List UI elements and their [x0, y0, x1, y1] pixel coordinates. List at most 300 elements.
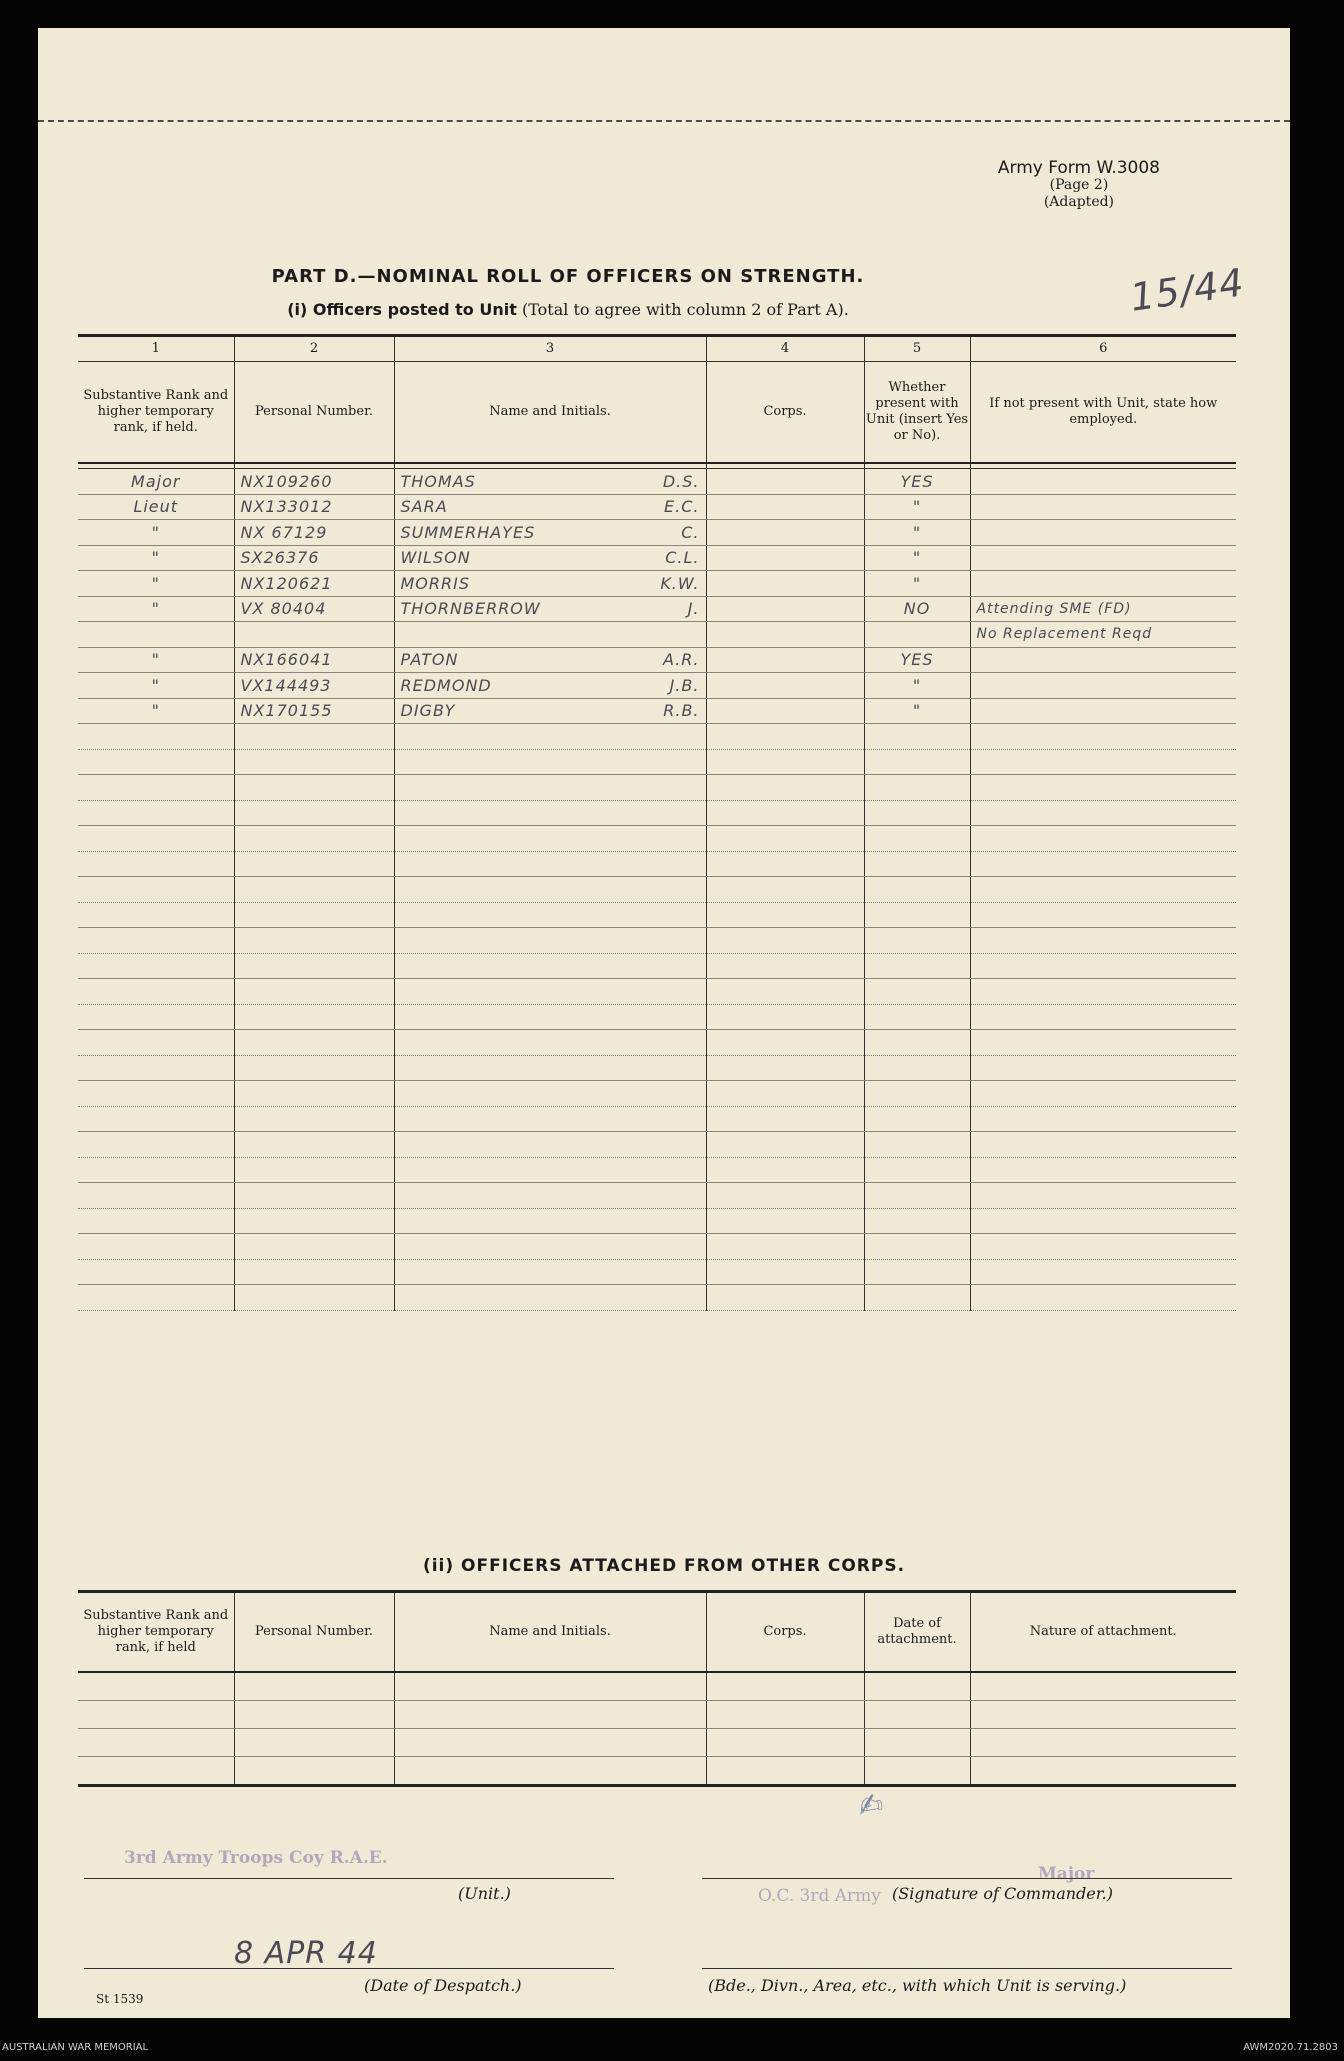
- table-row: [78, 902, 1236, 928]
- empty-cell: [78, 1081, 234, 1107]
- table-row: [78, 1183, 1236, 1209]
- commander-signature-mark: ✍: [855, 1785, 887, 1826]
- personal-number-cell: VX 80404: [234, 596, 394, 622]
- empty-cell: [706, 1030, 864, 1056]
- attached-header-date: Date of attachment.: [864, 1592, 970, 1673]
- col-number: 4: [706, 336, 864, 362]
- handwritten-ref: 15/44: [1127, 260, 1248, 320]
- empty-cell: [394, 1729, 706, 1757]
- empty-cell: [864, 1234, 970, 1260]
- empty-cell: [864, 1132, 970, 1158]
- empty-cell: [970, 928, 1236, 954]
- present-cell: ": [864, 698, 970, 724]
- employed-cell: [970, 647, 1236, 673]
- empty-cell: [234, 826, 394, 852]
- form-page: (Page 2): [1049, 177, 1109, 193]
- unit-label: (Unit.): [458, 1884, 511, 1903]
- present-cell: YES: [864, 469, 970, 495]
- present-cell: YES: [864, 647, 970, 673]
- empty-cell: [394, 851, 706, 877]
- header-present: Whether present with Unit (insert Yes or No).: [864, 362, 970, 464]
- empty-cell: [864, 1208, 970, 1234]
- empty-cell: [864, 1157, 970, 1183]
- empty-cell: [706, 1208, 864, 1234]
- table-row: [78, 545, 1236, 571]
- table-row: [78, 1157, 1236, 1183]
- present-cell: ": [864, 673, 970, 699]
- attached-row: [78, 1729, 1236, 1757]
- empty-cell: [864, 1729, 970, 1757]
- employed-cell: [970, 494, 1236, 520]
- empty-cell: [394, 1672, 706, 1701]
- col-number: 1: [78, 336, 234, 362]
- empty-cell: [864, 1106, 970, 1132]
- empty-cell: [394, 1081, 706, 1107]
- empty-cell: [234, 953, 394, 979]
- empty-cell: [970, 1157, 1236, 1183]
- empty-cell: [234, 902, 394, 928]
- empty-cell: [394, 800, 706, 826]
- name-cell: [394, 545, 706, 571]
- empty-cell: [234, 1701, 394, 1729]
- employed-cell: [970, 673, 1236, 699]
- present-cell: [864, 622, 970, 648]
- empty-cell: [394, 1757, 706, 1786]
- part-d-subtitle: [38, 300, 1098, 319]
- employed-cell: No Replacement Reqd: [970, 622, 1236, 648]
- empty-cell: [234, 1672, 394, 1701]
- empty-cell: [394, 953, 706, 979]
- attached-header-row: [78, 1592, 1236, 1673]
- empty-cell: [234, 749, 394, 775]
- corps-cell: [706, 520, 864, 546]
- commander-stamp-rank: Major: [1038, 1864, 1095, 1884]
- name-cell: [394, 622, 706, 648]
- printer-code: St 1539: [96, 1992, 144, 2006]
- empty-cell: [970, 979, 1236, 1005]
- table-row: [78, 800, 1236, 826]
- name-cell: [394, 520, 706, 546]
- unit-stamp: 3rd Army Troops Coy R.A.E.: [124, 1848, 388, 1868]
- attached-row: [78, 1672, 1236, 1701]
- employed-cell: Attending SME (FD): [970, 596, 1236, 622]
- empty-cell: [78, 1285, 234, 1311]
- empty-cell: [706, 1132, 864, 1158]
- personal-number-cell: NX109260: [234, 469, 394, 495]
- empty-cell: [78, 1757, 234, 1786]
- empty-cell: [78, 800, 234, 826]
- header-employed: If not present with Unit, state how employed.: [970, 362, 1236, 464]
- rank-cell: ": [78, 596, 234, 622]
- empty-cell: [970, 826, 1236, 852]
- initials: A.R.: [662, 650, 700, 670]
- empty-cell: [234, 979, 394, 1005]
- table-row: [78, 698, 1236, 724]
- empty-cell: [864, 1285, 970, 1311]
- empty-cell: [706, 877, 864, 903]
- form-title-block: [998, 160, 1160, 211]
- header-rank: Substantive Rank and higher temporary rank, if held.: [78, 362, 234, 464]
- name-cell: [394, 596, 706, 622]
- empty-cell: [970, 1234, 1236, 1260]
- rank-cell: ": [78, 647, 234, 673]
- name-cell: [394, 647, 706, 673]
- personal-number-cell: SX26376: [234, 545, 394, 571]
- date-label: (Date of Despatch.): [364, 1976, 522, 1995]
- empty-cell: [394, 775, 706, 801]
- employed-cell: [970, 469, 1236, 495]
- table-row: [78, 1132, 1236, 1158]
- empty-cell: [706, 1106, 864, 1132]
- employed-cell: [970, 545, 1236, 571]
- personal-number-cell: NX170155: [234, 698, 394, 724]
- empty-cell: [78, 1729, 234, 1757]
- corps-cell: [706, 545, 864, 571]
- empty-cell: [234, 1004, 394, 1030]
- table-row: [78, 928, 1236, 954]
- present-cell: ": [864, 520, 970, 546]
- table-row: [78, 1285, 1236, 1311]
- empty-cell: [234, 1132, 394, 1158]
- rank-cell: Lieut: [78, 494, 234, 520]
- empty-cell: [970, 775, 1236, 801]
- table-row: [78, 673, 1236, 699]
- rank-cell: ": [78, 520, 234, 546]
- empty-cell: [864, 1004, 970, 1030]
- empty-cell: [864, 749, 970, 775]
- column-header-row: [78, 362, 1236, 464]
- empty-cell: [394, 826, 706, 852]
- empty-cell: [970, 1004, 1236, 1030]
- empty-cell: [394, 1234, 706, 1260]
- credit-left: AUSTRALIAN WAR MEMORIAL: [2, 2042, 149, 2053]
- empty-cell: [864, 877, 970, 903]
- empty-cell: [78, 826, 234, 852]
- empty-cell: [864, 1081, 970, 1107]
- col-number: 6: [970, 336, 1236, 362]
- table-row: [78, 724, 1236, 750]
- surname: DIGBY: [400, 701, 456, 721]
- empty-cell: [394, 1701, 706, 1729]
- empty-cell: [78, 1004, 234, 1030]
- name-cell: [394, 469, 706, 495]
- attached-header-rank: Substantive Rank and higher temporary rank, if held: [78, 1592, 234, 1673]
- empty-cell: [234, 1157, 394, 1183]
- despatch-date: 8 APR 44: [234, 1936, 378, 1971]
- empty-cell: [394, 1106, 706, 1132]
- table-row: [78, 979, 1236, 1005]
- part-d-subtitle-rest: (Total to agree with column 2 of Part A).: [516, 300, 849, 319]
- empty-cell: [394, 1055, 706, 1081]
- empty-cell: [864, 979, 970, 1005]
- empty-cell: [706, 800, 864, 826]
- form-name: Army Form W.3008: [997, 158, 1160, 178]
- credit-right: AWM2020.71.2803: [1243, 2042, 1338, 2053]
- form-adapted: (Adapted): [1043, 194, 1115, 210]
- table-row: [78, 494, 1236, 520]
- table-row: [78, 571, 1236, 597]
- empty-cell: [394, 928, 706, 954]
- empty-cell: [970, 1259, 1236, 1285]
- rank-cell: ": [78, 698, 234, 724]
- table-row: [78, 1081, 1236, 1107]
- empty-cell: [864, 800, 970, 826]
- surname: MORRIS: [400, 573, 471, 593]
- empty-cell: [394, 1157, 706, 1183]
- empty-cell: [78, 1106, 234, 1132]
- empty-cell: [970, 800, 1236, 826]
- officers-attached-table: [78, 1590, 1236, 1787]
- part-d-subtitle-bold: (i) Officers posted to Unit: [287, 300, 517, 319]
- name-cell: [394, 571, 706, 597]
- empty-cell: [706, 1672, 864, 1701]
- empty-cell: [706, 1157, 864, 1183]
- corps-cell: [706, 469, 864, 495]
- initials: E.C.: [664, 497, 700, 517]
- empty-cell: [970, 1183, 1236, 1209]
- empty-cell: [970, 724, 1236, 750]
- empty-cell: [234, 1234, 394, 1260]
- empty-cell: [706, 1234, 864, 1260]
- empty-cell: [970, 953, 1236, 979]
- empty-cell: [78, 877, 234, 903]
- rank-cell: ": [78, 571, 234, 597]
- empty-cell: [78, 1132, 234, 1158]
- empty-cell: [706, 1055, 864, 1081]
- empty-cell: [864, 953, 970, 979]
- header-personal-number: Personal Number.: [234, 362, 394, 464]
- empty-cell: [970, 1081, 1236, 1107]
- table-row: [78, 1030, 1236, 1056]
- empty-cell: [970, 1729, 1236, 1757]
- table-row: [78, 749, 1236, 775]
- unit-line: [84, 1878, 614, 1879]
- empty-cell: [970, 1285, 1236, 1311]
- part-ii-title: (ii) OFFICERS ATTACHED FROM OTHER CORPS.: [422, 1556, 906, 1576]
- header-name: Name and Initials.: [394, 362, 706, 464]
- empty-cell: [864, 851, 970, 877]
- empty-cell: [78, 724, 234, 750]
- table-row: [78, 1208, 1236, 1234]
- empty-cell: [394, 1132, 706, 1158]
- signature-label: (Signature of Commander.): [892, 1884, 1113, 1903]
- name-cell: [394, 494, 706, 520]
- empty-cell: [234, 1106, 394, 1132]
- surname: WILSON: [400, 548, 471, 568]
- employed-cell: [970, 698, 1236, 724]
- empty-cell: [394, 1004, 706, 1030]
- initials: D.S.: [662, 471, 700, 491]
- attached-header-name: Name and Initials.: [394, 1592, 706, 1673]
- empty-cell: [970, 851, 1236, 877]
- empty-cell: [864, 1055, 970, 1081]
- empty-cell: [864, 1757, 970, 1786]
- empty-cell: [970, 1208, 1236, 1234]
- empty-cell: [706, 1701, 864, 1729]
- table-row: [78, 520, 1236, 546]
- empty-cell: [706, 902, 864, 928]
- empty-cell: [864, 826, 970, 852]
- empty-cell: [234, 775, 394, 801]
- empty-cell: [864, 1183, 970, 1209]
- col-number: 3: [394, 336, 706, 362]
- empty-cell: [394, 877, 706, 903]
- empty-cell: [970, 1757, 1236, 1786]
- empty-cell: [394, 1030, 706, 1056]
- empty-cell: [78, 749, 234, 775]
- table-row: [78, 1259, 1236, 1285]
- attached-header-number: Personal Number.: [234, 1592, 394, 1673]
- empty-cell: [706, 1259, 864, 1285]
- table-row: [78, 647, 1236, 673]
- empty-cell: [970, 749, 1236, 775]
- personal-number-cell: NX120621: [234, 571, 394, 597]
- empty-cell: [970, 1055, 1236, 1081]
- empty-cell: [234, 1729, 394, 1757]
- personal-number-cell: VX144493: [234, 673, 394, 699]
- empty-cell: [78, 851, 234, 877]
- empty-cell: [234, 724, 394, 750]
- empty-cell: [78, 1030, 234, 1056]
- empty-cell: [78, 928, 234, 954]
- empty-cell: [78, 1701, 234, 1729]
- empty-cell: [864, 1030, 970, 1056]
- name-cell: [394, 673, 706, 699]
- empty-cell: [394, 749, 706, 775]
- attached-row: [78, 1701, 1236, 1729]
- personal-number-cell: NX166041: [234, 647, 394, 673]
- commander-stamp-unit: O.C. 3rd Army: [758, 1886, 881, 1906]
- corps-cell: [706, 673, 864, 699]
- empty-cell: [78, 902, 234, 928]
- col-number: 5: [864, 336, 970, 362]
- surname: THOMAS: [400, 471, 476, 491]
- empty-cell: [78, 1055, 234, 1081]
- table-row: [78, 1234, 1236, 1260]
- empty-cell: [970, 1106, 1236, 1132]
- empty-cell: [234, 928, 394, 954]
- present-cell: NO: [864, 596, 970, 622]
- empty-cell: [234, 877, 394, 903]
- empty-cell: [864, 1672, 970, 1701]
- initials: J.B.: [669, 675, 700, 695]
- personal-number-cell: NX133012: [234, 494, 394, 520]
- empty-cell: [970, 1672, 1236, 1701]
- attached-header-corps: Corps.: [706, 1592, 864, 1673]
- table-row: [78, 469, 1236, 495]
- part-d-title: PART D.—NOMINAL ROLL OF OFFICERS ON STRENGTH.: [271, 266, 865, 287]
- empty-cell: [78, 1183, 234, 1209]
- attached-header-nature: Nature of attachment.: [970, 1592, 1236, 1673]
- initials: R.B.: [663, 701, 700, 721]
- rank-cell: [78, 622, 234, 648]
- empty-cell: [970, 1132, 1236, 1158]
- empty-cell: [706, 1004, 864, 1030]
- empty-cell: [706, 749, 864, 775]
- empty-cell: [394, 979, 706, 1005]
- empty-cell: [78, 1259, 234, 1285]
- present-cell: ": [864, 494, 970, 520]
- empty-cell: [706, 1285, 864, 1311]
- surname: THORNBERROW: [400, 599, 541, 619]
- empty-cell: [394, 1285, 706, 1311]
- empty-cell: [394, 1208, 706, 1234]
- empty-cell: [706, 851, 864, 877]
- corps-cell: [706, 494, 864, 520]
- empty-cell: [706, 928, 864, 954]
- document-page: [38, 28, 1290, 2018]
- table-row: [78, 596, 1236, 622]
- rank-cell: ": [78, 545, 234, 571]
- empty-cell: [78, 1234, 234, 1260]
- col-number: 2: [234, 336, 394, 362]
- empty-cell: [234, 1285, 394, 1311]
- rank-cell: Major: [78, 469, 234, 495]
- initials: K.W.: [660, 573, 700, 593]
- initials: C.L.: [665, 548, 700, 568]
- empty-cell: [78, 953, 234, 979]
- empty-cell: [970, 902, 1236, 928]
- empty-cell: [706, 724, 864, 750]
- empty-cell: [706, 1757, 864, 1786]
- personal-number-cell: NX 67129: [234, 520, 394, 546]
- empty-cell: [234, 1757, 394, 1786]
- present-cell: ": [864, 545, 970, 571]
- corps-cell: [706, 647, 864, 673]
- empty-cell: [234, 1208, 394, 1234]
- corps-cell: [706, 596, 864, 622]
- empty-cell: [706, 979, 864, 1005]
- corps-cell: [706, 622, 864, 648]
- surname: SUMMERHAYES: [400, 522, 536, 542]
- initials: C.: [681, 522, 700, 542]
- empty-cell: [706, 1183, 864, 1209]
- empty-cell: [394, 1259, 706, 1285]
- empty-cell: [864, 1259, 970, 1285]
- empty-cell: [706, 826, 864, 852]
- rank-cell: ": [78, 673, 234, 699]
- personal-number-cell: [234, 622, 394, 648]
- initials: J.: [687, 599, 700, 619]
- empty-cell: [864, 902, 970, 928]
- bde-line: [702, 1968, 1232, 1969]
- empty-cell: [970, 1030, 1236, 1056]
- empty-cell: [970, 1701, 1236, 1729]
- surname: SARA: [400, 497, 448, 517]
- empty-cell: [394, 1183, 706, 1209]
- bde-label: (Bde., Divn., Area, etc., with which Unit is serving.): [708, 1976, 1127, 1995]
- present-cell: ": [864, 571, 970, 597]
- attached-row: [78, 1757, 1236, 1786]
- corps-cell: [706, 571, 864, 597]
- table-row: [78, 775, 1236, 801]
- signature-line: [702, 1878, 1232, 1879]
- table-row: [78, 877, 1236, 903]
- empty-cell: [394, 902, 706, 928]
- empty-cell: [234, 800, 394, 826]
- empty-cell: [78, 775, 234, 801]
- empty-cell: [970, 877, 1236, 903]
- table-row: [78, 622, 1236, 648]
- empty-cell: [234, 1030, 394, 1056]
- empty-cell: [78, 1157, 234, 1183]
- empty-cell: [864, 775, 970, 801]
- corps-cell: [706, 698, 864, 724]
- header-corps: Corps.: [706, 362, 864, 464]
- empty-cell: [234, 1055, 394, 1081]
- table-row: [78, 953, 1236, 979]
- empty-cell: [234, 851, 394, 877]
